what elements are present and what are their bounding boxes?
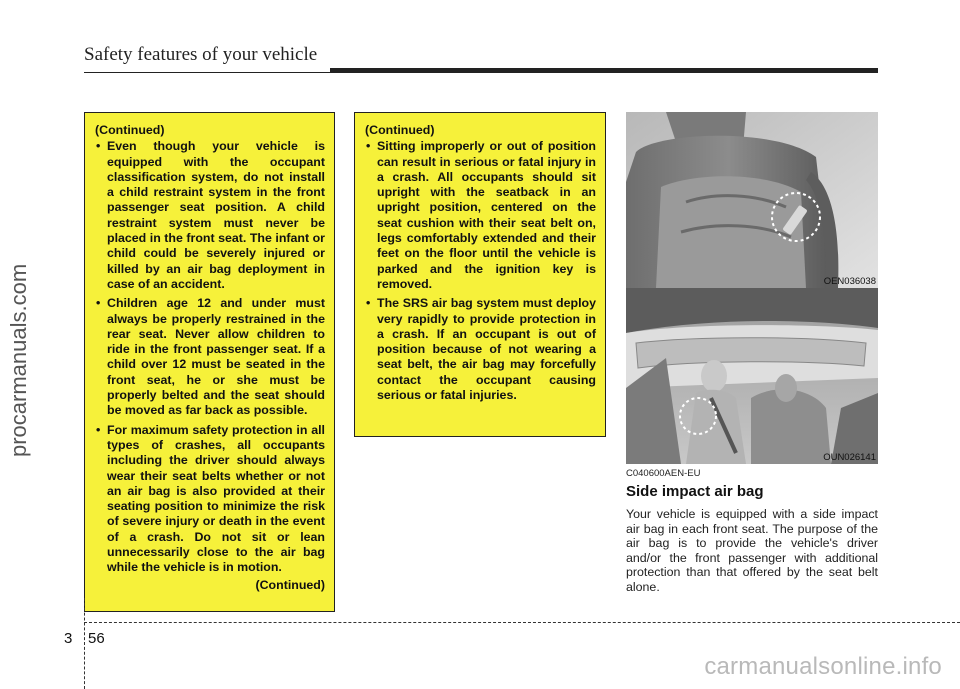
warning-bullet: • The SRS air bag system must deploy very rapidly to provide protection in a crash. If an occupant is out of position because of not wearing a seat belt, the air bag may forcefully contact the occupant causing serious or fatal injuries. bbox=[365, 296, 596, 403]
footer-divider bbox=[84, 598, 85, 689]
section-code: C040600AEN-EU bbox=[626, 468, 701, 479]
warning-box-left bbox=[84, 112, 335, 612]
warning-bullet-list bbox=[95, 139, 325, 575]
header-bar bbox=[330, 68, 878, 73]
bottom-watermark: carmanualsonline.info bbox=[704, 653, 942, 680]
warning-heading: (Continued) bbox=[95, 123, 165, 137]
seat-airbag-image bbox=[626, 112, 878, 288]
page-header-title: Safety features of your vehicle bbox=[84, 44, 318, 65]
warning-bullet: • Children age 12 and under must always be properly restrained in the rear seat. Never allow children to ride in the front passenger seat. If a child over 12 must be seated in the front seat, he or she must be properly belted and the seat should be moved as far back as possible. bbox=[95, 296, 325, 418]
warning-heading: (Continued) bbox=[365, 123, 435, 137]
image-code: OEN036038 bbox=[823, 276, 876, 287]
image-code: OUN026141 bbox=[823, 452, 876, 463]
footer-rule bbox=[84, 622, 960, 623]
side-watermark: procarmanuals.com bbox=[6, 263, 31, 457]
warning-bullet: • Even though your vehicle is equipped with the occupant classification system, do not install a child restraint system in the front passenger seat position. A child restraint system must never be placed in the front seat. The infant or child could be severely injured or killed by an air bag deployment in case of an accident. bbox=[95, 139, 325, 292]
section-title: Side impact air bag bbox=[626, 483, 764, 500]
chapter-number: 3 bbox=[64, 630, 73, 647]
page-number: 56 bbox=[88, 630, 105, 647]
seat-side-airbag-illustration bbox=[626, 112, 878, 288]
curtain-airbag-illustration bbox=[626, 288, 878, 464]
warning-bullet: • For maximum safety protection in all types of crashes, all occupants including the driver should always wear their seat belts whether or not an air bag is also provided at their seating position to minimize the risk of severe injury or death in the event of a crash. Do not sit or lean unnecessarily close to the air bag while the vehicle is in motion. bbox=[95, 423, 325, 576]
warning-continued-footer: (Continued) bbox=[255, 577, 325, 592]
warning-bullet: • Sitting improperly or out of position can result in serious or fatal injury in a crash. All occupants should sit upright with the seatback in an upright position, centered on the seat cushion with their seat belt on, legs comfortably extended and their feet on the floor until the vehicle is parked and the ignition key is removed. bbox=[365, 139, 596, 292]
section-body: Your vehicle is equipped with a side impact air bag in each front seat. The purpose of the air bag is to provide the vehicle's driver and/or the front passenger with additional protection than that offered by the seat belt alone. bbox=[626, 507, 878, 594]
warning-box-right bbox=[354, 112, 606, 437]
curtain-airbag-image bbox=[626, 288, 878, 464]
warning-bullet-list bbox=[365, 139, 596, 403]
